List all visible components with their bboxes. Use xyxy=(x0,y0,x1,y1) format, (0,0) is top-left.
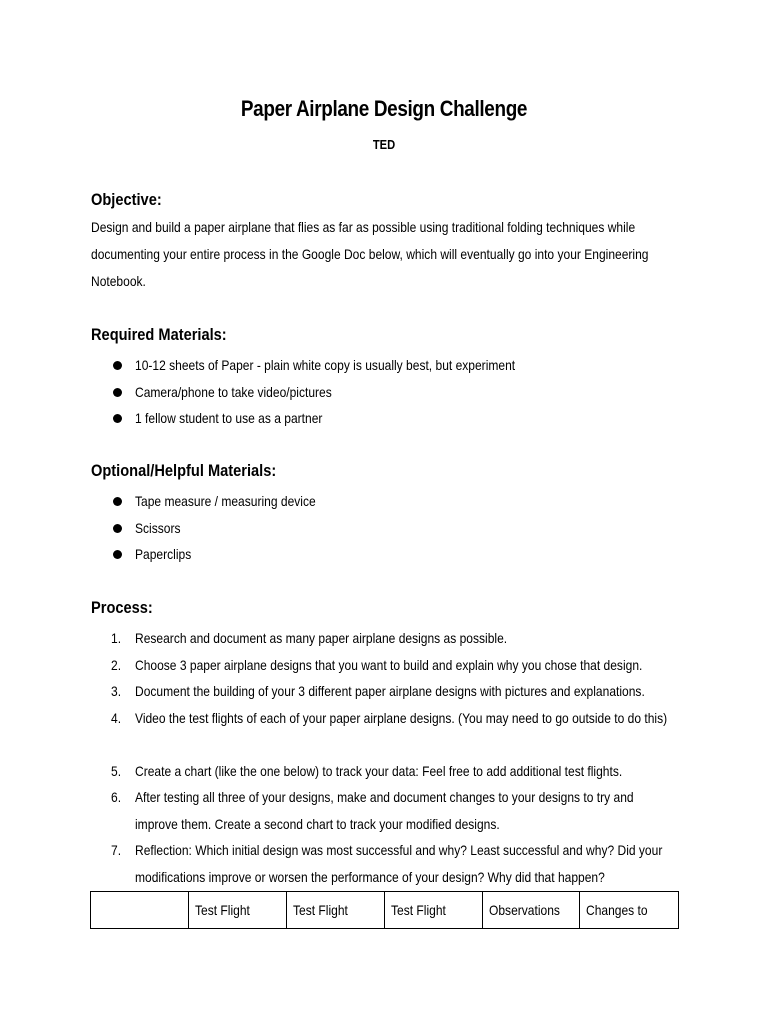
step-text: Create a chart (like the one below) to track your data: Feel free to add additional test flights. xyxy=(135,762,623,779)
list-item-text: Scissors xyxy=(135,519,181,536)
table-cell-text: Changes to xyxy=(586,902,648,918)
step-text: Video the test flights of each of your paper airplane designs. (You may need to go outside to do this) xyxy=(135,709,668,726)
bullet-icon xyxy=(113,414,122,423)
step-text: Reflection: Which initial design was most successful and why? Least successful and why? Did your modifications improve or worsen the performance of your design? Why did that happen? xyxy=(135,842,663,885)
bullet-icon xyxy=(113,524,122,533)
step-text: Document the building of your 3 different paper airplane designs with pictures and explanations. xyxy=(135,683,645,699)
document-subtitle: TED xyxy=(372,137,396,152)
list-item xyxy=(91,515,768,542)
list-item-text: Paperclips xyxy=(135,546,192,562)
list-item-text: Camera/phone to take video/pictures xyxy=(135,383,332,400)
document-title: Paper Airplane Design Challenge xyxy=(240,96,528,121)
table-cell[interactable] xyxy=(91,892,189,929)
table-cell[interactable] xyxy=(385,892,483,929)
table-cell-text: Test Flight xyxy=(293,902,348,918)
list-item xyxy=(91,705,768,758)
objective-line: Notebook. xyxy=(91,273,146,289)
step-number: 1. xyxy=(111,630,122,646)
table-cell-text: Test Flight xyxy=(391,902,446,918)
list-item xyxy=(91,488,768,515)
step-number: 2. xyxy=(111,656,122,673)
process-steps-list xyxy=(91,625,768,890)
step-text: After testing all three of your designs, make and document changes to your designs to try and improve them. Create a second chart to track your modified designs. xyxy=(135,789,634,832)
bullet-icon xyxy=(113,550,122,559)
list-item xyxy=(91,784,768,837)
list-item-text: Tape measure / measuring device xyxy=(135,493,316,509)
table-cell-text: Observations xyxy=(489,902,560,918)
list-item xyxy=(91,652,768,679)
required-materials-list xyxy=(91,352,768,432)
list-item xyxy=(91,758,768,785)
list-item-text: 1 fellow student to use as a partner xyxy=(135,410,323,426)
table-header-row xyxy=(91,892,679,929)
process-heading: Process: xyxy=(91,598,153,617)
list-item xyxy=(91,625,768,652)
list-item xyxy=(91,541,768,568)
table-cell[interactable] xyxy=(189,892,287,929)
objective-paragraph xyxy=(91,214,659,295)
table-cell-text: Test Flight xyxy=(195,902,250,918)
step-number: 7. xyxy=(111,842,122,858)
step-number: 4. xyxy=(111,709,122,726)
table-cell[interactable] xyxy=(580,892,679,929)
step-number: 5. xyxy=(111,762,122,779)
table-cell[interactable] xyxy=(483,892,580,929)
step-text: Choose 3 paper airplane designs that you want to build and explain why you chose that design. xyxy=(135,656,643,673)
required-materials-heading: Required Materials: xyxy=(91,325,227,344)
step-text: Research and document as many paper airplane designs as possible. xyxy=(135,630,508,646)
step-number: 6. xyxy=(111,789,122,805)
list-item xyxy=(91,352,768,379)
bullet-icon xyxy=(113,361,122,370)
objective-line: documenting your entire process in the Google Doc below, which will eventually go into your Engineering xyxy=(91,246,649,262)
objective-line: Design and build a paper airplane that flies as far as possible using traditional folding techniques while xyxy=(91,219,636,235)
list-item xyxy=(91,405,768,432)
bullet-icon xyxy=(113,388,122,397)
list-item xyxy=(91,678,768,705)
optional-materials-list xyxy=(91,488,768,568)
list-item-text: 10-12 sheets of Paper - plain white copy is usually best, but experiment xyxy=(135,357,516,373)
list-item xyxy=(91,379,768,406)
flight-data-table xyxy=(90,891,679,929)
bullet-icon xyxy=(113,497,122,506)
objective-heading: Objective: xyxy=(91,190,162,209)
table-cell[interactable] xyxy=(287,892,385,929)
list-item xyxy=(91,837,768,890)
optional-materials-heading: Optional/Helpful Materials: xyxy=(91,461,277,480)
step-number: 3. xyxy=(111,683,122,699)
